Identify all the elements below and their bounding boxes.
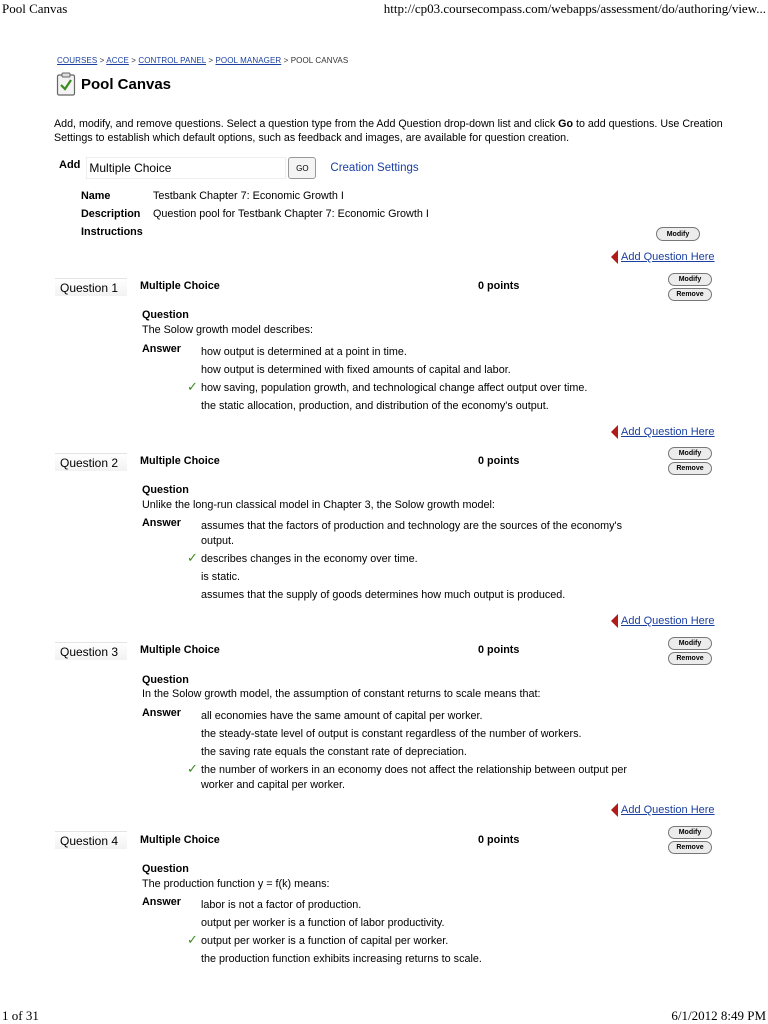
remove-button[interactable]: Remove — [668, 841, 712, 854]
answer-option: how output is determined with fixed amounts of capital and labor. — [201, 364, 511, 376]
question-points: 0 points — [478, 280, 520, 292]
answer-option: is static. — [201, 571, 240, 583]
question-type: Multiple Choice — [140, 280, 220, 292]
correct-check-icon: ✓ — [187, 379, 198, 394]
modify-button[interactable]: Modify — [668, 637, 712, 650]
question-number: Question 2 — [55, 453, 127, 471]
breadcrumb-pool-manager[interactable]: POOL MANAGER — [215, 56, 282, 65]
answer-option: the production function exhibits increasing returns to scale. — [201, 953, 482, 965]
answer-option: output per worker is a function of labor productivity. — [201, 917, 445, 929]
answer-option: the saving rate equals the constant rate of depreciation. — [201, 746, 467, 758]
modify-button[interactable]: Modify — [668, 273, 712, 286]
pool-description-row — [81, 208, 429, 220]
question-points: 0 points — [478, 455, 520, 467]
answer-option-correct: output per worker is a function of capital per worker. — [201, 935, 449, 947]
go-button[interactable]: GO — [288, 157, 316, 179]
breadcrumb-courses[interactable]: COURSES — [57, 56, 98, 65]
page-title: Pool Canvas — [81, 75, 172, 93]
pool-modify-button[interactable]: Modify — [656, 227, 700, 241]
breadcrumb — [57, 56, 348, 65]
add-question-here-label: Add Question Here — [621, 251, 715, 263]
pool-description-value: Question pool for Testbank Chapter 7: Economic Growth I — [153, 208, 429, 220]
question-label: Question — [142, 309, 189, 321]
breadcrumb-acce[interactable]: ACCE — [106, 56, 129, 65]
add-question-here-label: Add Question Here — [621, 426, 715, 438]
remove-button[interactable]: Remove — [668, 652, 712, 665]
add-question-bar — [59, 156, 419, 180]
answer-option-correct: how saving, population growth, and technological change affect output over time. — [201, 382, 588, 394]
question-number: Question 1 — [55, 278, 127, 296]
red-arrow-icon — [611, 250, 618, 264]
question-text: The Solow growth model describes: — [142, 324, 314, 336]
instructions-text — [54, 117, 724, 145]
modify-button[interactable]: Modify — [668, 826, 712, 839]
remove-button[interactable]: Remove — [668, 462, 712, 475]
answer-option: how output is determined at a point in time. — [201, 346, 407, 358]
question-points: 0 points — [478, 644, 520, 656]
breadcrumb-separator: > — [131, 56, 137, 65]
answer-option: all economies have the same amount of capital per worker. — [201, 710, 483, 722]
remove-button[interactable]: Remove — [668, 288, 712, 301]
breadcrumb-separator: > — [283, 56, 289, 65]
answer-option-correct: the number of workers in an economy does not affect the relationship between output per worker and capital per worker. — [201, 764, 627, 791]
breadcrumb-current: POOL CANVAS — [290, 56, 349, 65]
creation-settings-link[interactable]: Creation Settings — [330, 162, 419, 174]
red-arrow-icon — [611, 614, 618, 628]
add-question-here-link[interactable] — [611, 250, 715, 264]
correct-check-icon: ✓ — [187, 550, 198, 565]
breadcrumb-separator: > — [99, 56, 105, 65]
answer-option: the static allocation, production, and distribution of the economy's output. — [201, 400, 549, 412]
intro-go: Go — [558, 118, 574, 130]
page-count: 1 of 31 — [2, 1008, 39, 1023]
page-title-header: Pool Canvas — [2, 1, 68, 16]
correct-check-icon: ✓ — [187, 932, 198, 947]
answer-option: assumes that the factors of production and technology are the sources of the economy's output. — [201, 520, 622, 547]
page-header — [56, 72, 171, 96]
page-url: http://cp03.coursecompass.com/webapps/assessment/do/authoring/view... — [383, 1, 766, 16]
answer-option: labor is not a factor of production. — [201, 899, 362, 911]
question-type-select[interactable]: Multiple Choice — [86, 157, 286, 179]
answer-label: Answer — [142, 896, 182, 908]
intro-part-2: to add questions. Use Creation Settings to establish which default options, such as feedback and images, are available for question creation. — [54, 118, 723, 144]
add-question-here-link[interactable] — [611, 425, 715, 439]
pool-description-label: Description — [81, 208, 141, 220]
answer-label: Answer — [142, 517, 182, 529]
print-timestamp: 6/1/2012 8:49 PM — [671, 1008, 766, 1023]
modify-button[interactable]: Modify — [668, 447, 712, 460]
question-label: Question — [142, 674, 189, 686]
pool-name-row — [81, 190, 344, 202]
add-question-here-label: Add Question Here — [621, 804, 715, 816]
question-label: Question — [142, 484, 189, 496]
answer-option: assumes that the supply of goods determines how much output is produced. — [201, 589, 566, 601]
answer-label: Answer — [142, 343, 182, 355]
question-type: Multiple Choice — [140, 455, 220, 467]
question-points: 0 points — [478, 834, 520, 846]
add-label: Add — [59, 159, 81, 171]
question-label: Question — [142, 863, 189, 875]
question-number: Question 4 — [55, 831, 127, 849]
add-question-here-link[interactable] — [611, 803, 715, 817]
add-question-here-link[interactable] — [611, 614, 715, 628]
clipboard-check-icon — [56, 72, 76, 96]
question-text: Unlike the long-run classical model in Chapter 3, the Solow growth model: — [142, 499, 495, 511]
question-number: Question 3 — [55, 642, 127, 660]
breadcrumb-separator: > — [208, 56, 214, 65]
red-arrow-icon — [611, 803, 618, 817]
pool-name-label: Name — [81, 190, 111, 202]
pool-instructions-row — [81, 226, 153, 238]
breadcrumb-control-panel[interactable]: CONTROL PANEL — [138, 56, 207, 65]
answer-label: Answer — [142, 707, 182, 719]
question-type: Multiple Choice — [140, 644, 220, 656]
intro-part-1: Add, modify, and remove questions. Select a question type from the Add Question drop-down list and click — [54, 118, 559, 130]
question-type: Multiple Choice — [140, 834, 220, 846]
red-arrow-icon — [611, 425, 618, 439]
answer-option: the steady-state level of output is constant regardless of the number of workers. — [201, 728, 582, 740]
question-text: In the Solow growth model, the assumption of constant returns to scale means that: — [142, 688, 541, 700]
add-question-here-label: Add Question Here — [621, 615, 715, 627]
pool-instructions-label: Instructions — [81, 226, 143, 238]
question-text: The production function y = f(k) means: — [142, 878, 330, 890]
pool-name-value: Testbank Chapter 7: Economic Growth I — [153, 190, 344, 202]
correct-check-icon: ✓ — [187, 761, 198, 776]
answer-option-correct: describes changes in the economy over time. — [201, 553, 418, 565]
